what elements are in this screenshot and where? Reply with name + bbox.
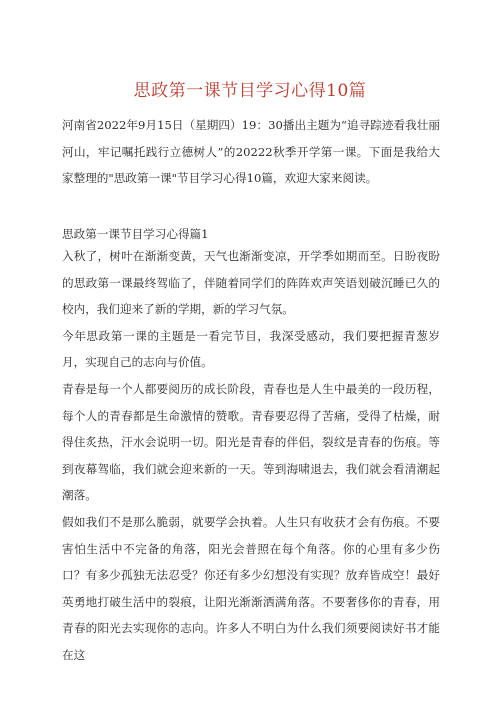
body-paragraph-4: 假如我们不是那么脆弱，就要学会执着。人生只有收获才会有伤痕。不要害怕生活中不完备的角落，阳光会普照在每个角落。你的心里有多少伤口？有多少孤独无法忍受？你还有多少幻想没有实现？放弃皆成空！最好英勇地打破生活中的裂痕，让阳光渐渐洒满角落。不要奢侈你的青春，用青春的阳光去实现你的志向。许多人不明白为什么我们须要阅读好书才能在这 (62, 514, 440, 662)
section-heading: 思政第一课节目学习心得篇1 (62, 227, 209, 241)
body-paragraph-3: 青春是每一个人都要阅历的成长阶段，青春也是人生中最美的一段历程，每个人的青春都是生命激情的赞歌。青春要忍得了苦痛，受得了枯燥，耐得住炙热，汗水会说明一切。阳光是青春的伴侣，裂纹是青春的伤痕。等到夜幕驾临，我们就会迎来新的一天。等到海啸退去，我们就会看清潮起潮落。 (62, 381, 440, 503)
document-title: 思政第一课节目学习心得10篇 (133, 81, 367, 101)
body-paragraph-1: 入秋了，树叶在渐渐变黄，天气也渐渐变凉，开学季如期而至。日盼夜盼的思政第一课最终驾临了，伴随着同学们的阵阵欢声笑语划破沉睡已久的校内，我们迎来了新的学期，新的学习气氛。 (62, 249, 440, 317)
body-paragraph-2: 今年思政第一课的主题是一看完节目，我深受感动，我们要把握青葱岁月，实现自己的志向与价值。 (62, 328, 440, 370)
body-text (62, 243, 440, 669)
intro-paragraph: 河南省2022年9月15日（星期四）19：30播出主题为“追寻踪迹看我壮丽河山，牢记嘱托践行立德树人”的20222秋季开学第一课。下面是我给大家整理的"思政第一课"节目学习心得10篇，欢迎大家来阅读。 (62, 118, 440, 185)
